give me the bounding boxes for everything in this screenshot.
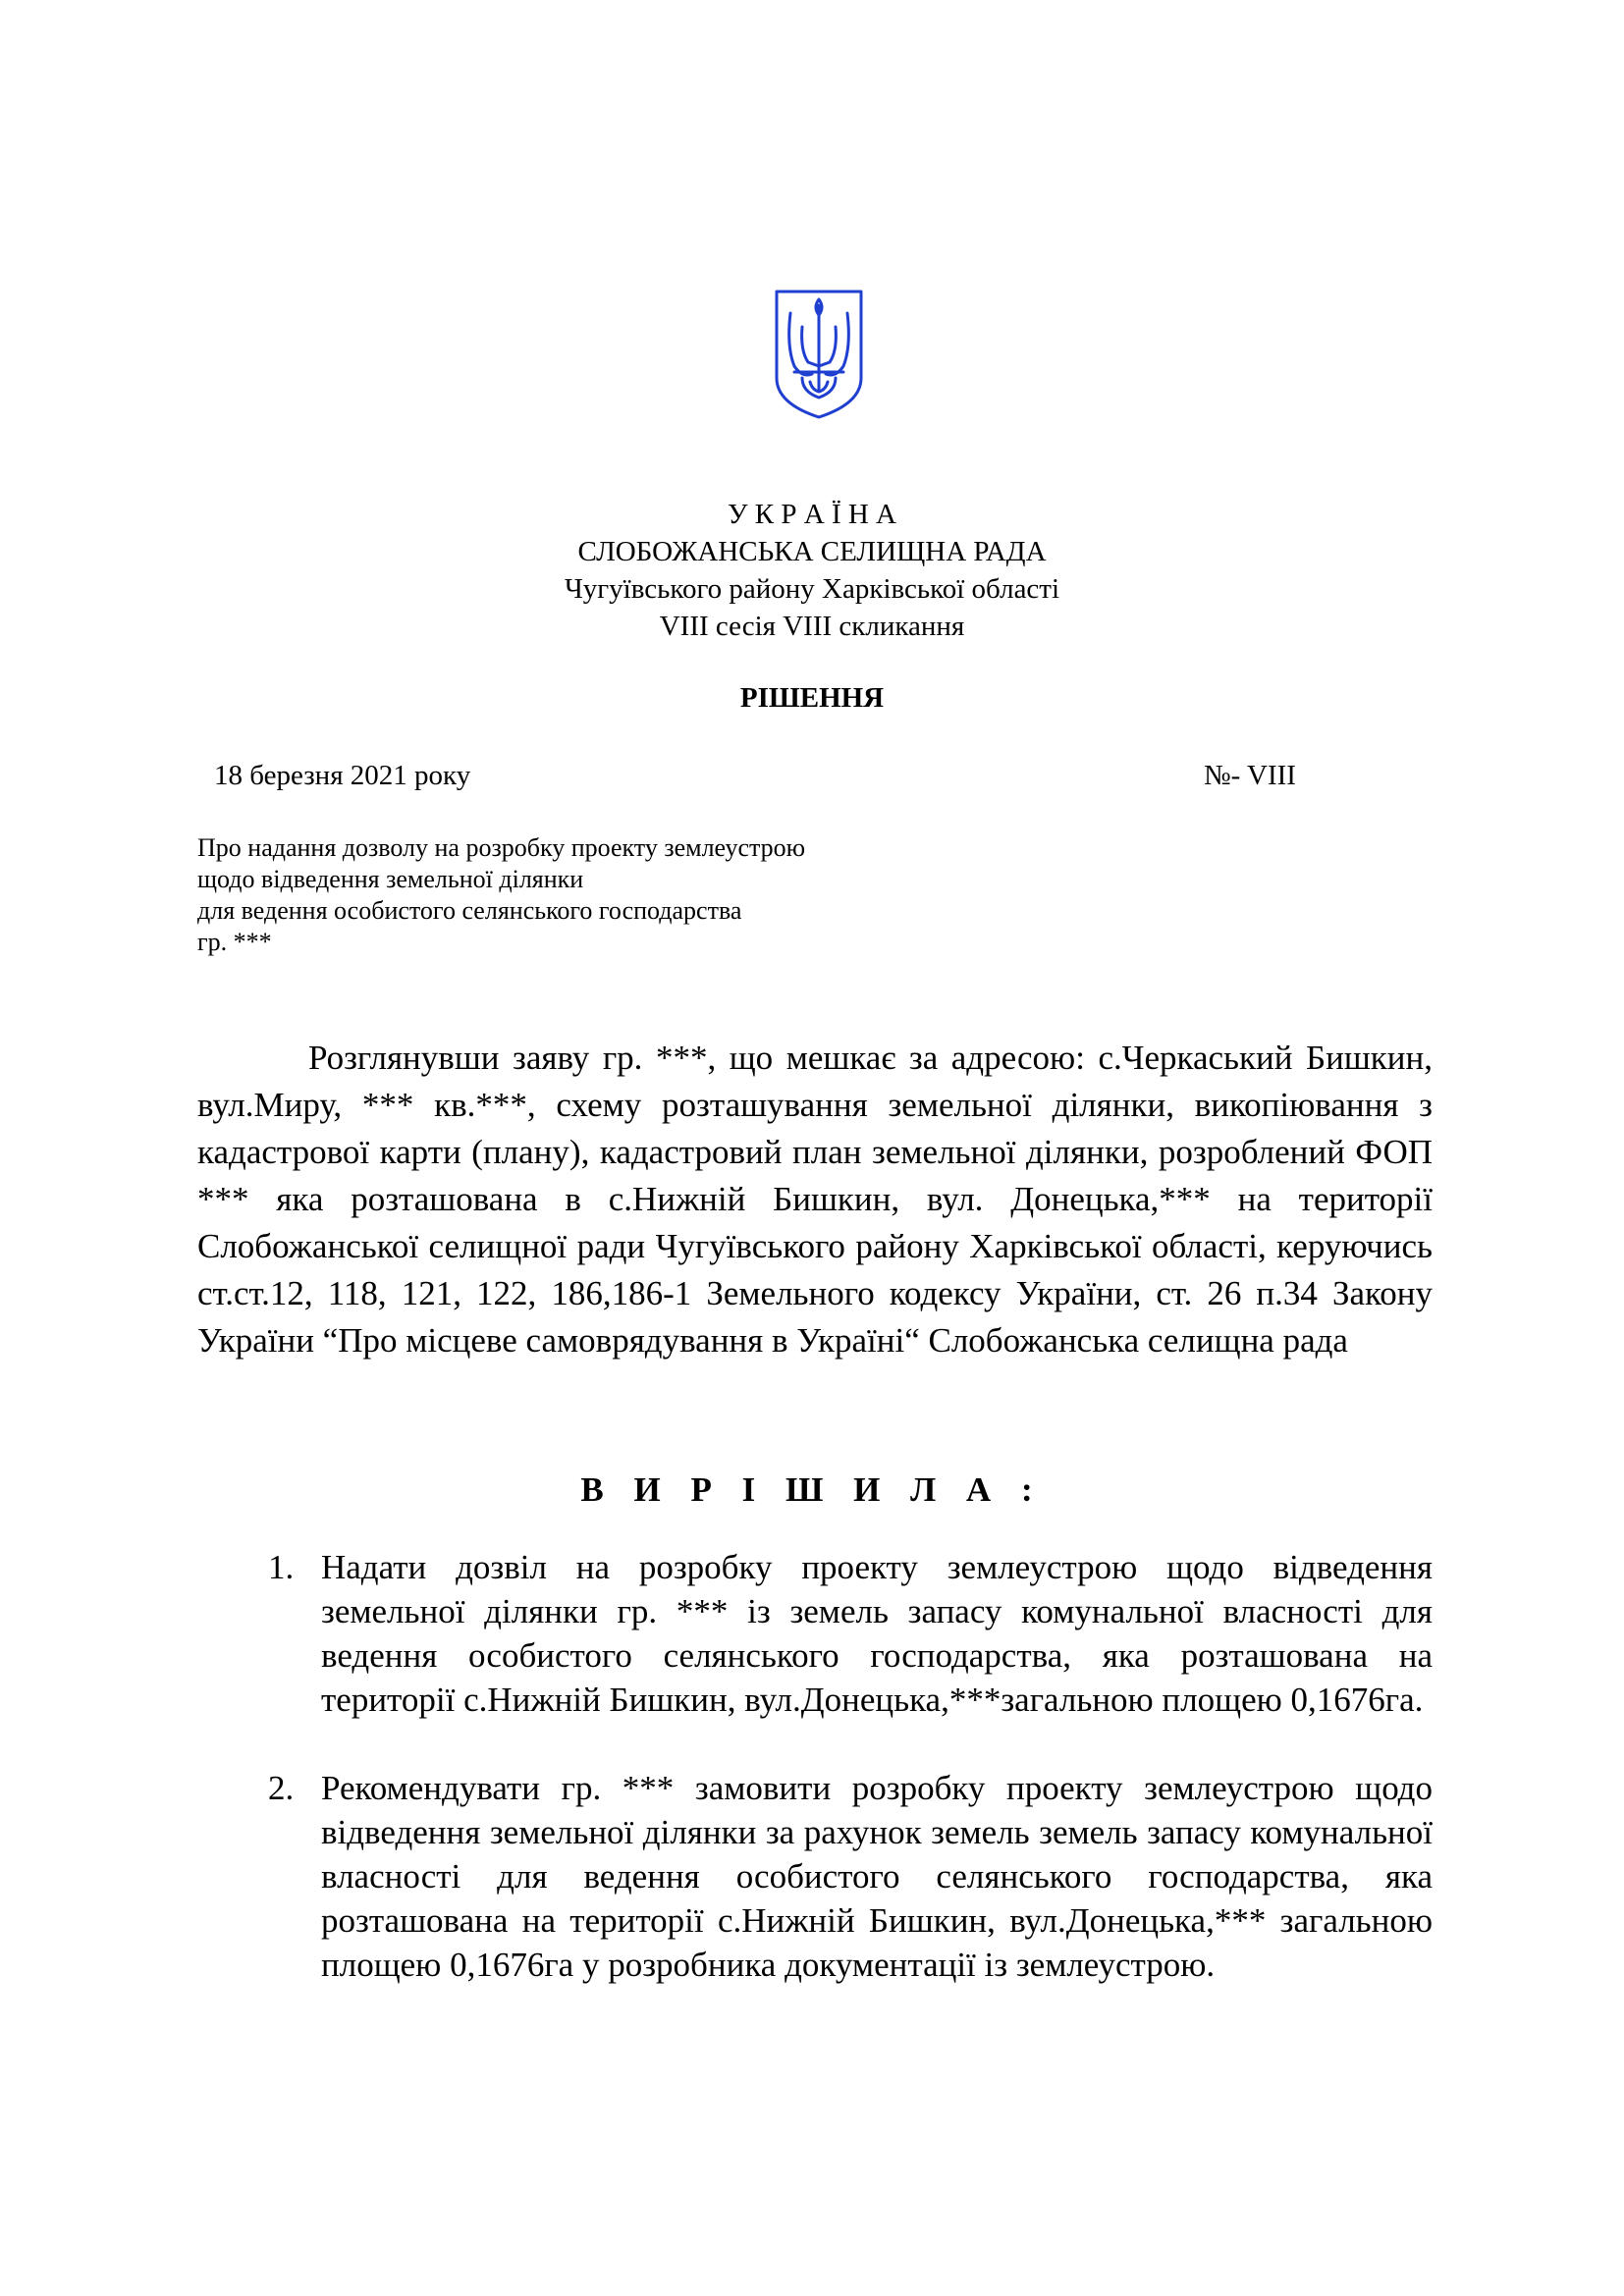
- document-title: РІШЕННЯ: [739, 682, 885, 714]
- resolved-heading: В И Р І Ш И Л А :: [580, 1470, 1044, 1509]
- preamble-paragraph: Розглянувши заяву гр. ***, що мешкає за адресою: с.Черкаський Бишкин, вул.Миру, *** кв.***, схему розташування земельної ділянки, викопіювання з кадастрової карти (плану), кадастровий план земельної ділянки, розроблений ФОП *** яка розташована в с.Нижній Бишкин, вул. Донецька,*** на території Слобожанської селищної ради Чугуївського району Харківської області, керуючись ст.ст.12, 118, 121, 122, 186,186-1 Земельного кодексу України, ст. 26 п.34 Закону України “Про місцеве самоврядування в Україні“ Слобожанська селищна рада: [197, 1039, 1433, 1360]
- header-session: VIII сесія VIII скликання: [659, 611, 965, 642]
- document-date: 18 березня 2021 року: [214, 760, 471, 791]
- document-subject: [197, 832, 805, 958]
- header-council: СЛОБОЖАНСЬКА СЕЛИЩНА РАДА: [577, 536, 1047, 567]
- decision-text: Рекомендувати гр. *** замовити розробку проекту землеустрою щодо відведення земельної ділянки за рахунок земель земель запасу комунальної власності для ведення особистого селянського господарства, яка розташована на території с.Нижній Бишкин, вул.Донецька,*** загальною площею 0,1676га у розробника документації із землеустрою.: [321, 1769, 1433, 1984]
- subject-line: Про надання дозволу на розробку проекту землеустрою: [197, 833, 806, 862]
- document-number: №- VIII: [1204, 760, 1296, 791]
- header-country: У К Р А Ї Н А: [728, 499, 896, 530]
- decision-text: Надати дозвіл на розробку проекту землеустрою щодо відведення земельної ділянки гр. *** із земель запасу комунальної власності для ведення особистого селянського господарства, яка розташована на території с.Нижній Бишкин, вул.Донецька,***загальною площею 0,1676га.: [321, 1548, 1433, 1719]
- decision-item: [268, 1766, 1433, 1987]
- subject-line: гр. ***: [197, 928, 272, 956]
- subject-line: щодо відведення земельної ділянки: [197, 865, 584, 893]
- header-district: Чугуївського району Харківської області: [564, 573, 1060, 605]
- coat-of-arms-of-ukraine-icon: [773, 288, 865, 421]
- subject-line: для ведення особистого селянського господарства: [197, 896, 742, 925]
- decision-number: 2.: [268, 1769, 295, 1807]
- decision-number: 1.: [268, 1548, 295, 1586]
- decision-item: [268, 1545, 1433, 1722]
